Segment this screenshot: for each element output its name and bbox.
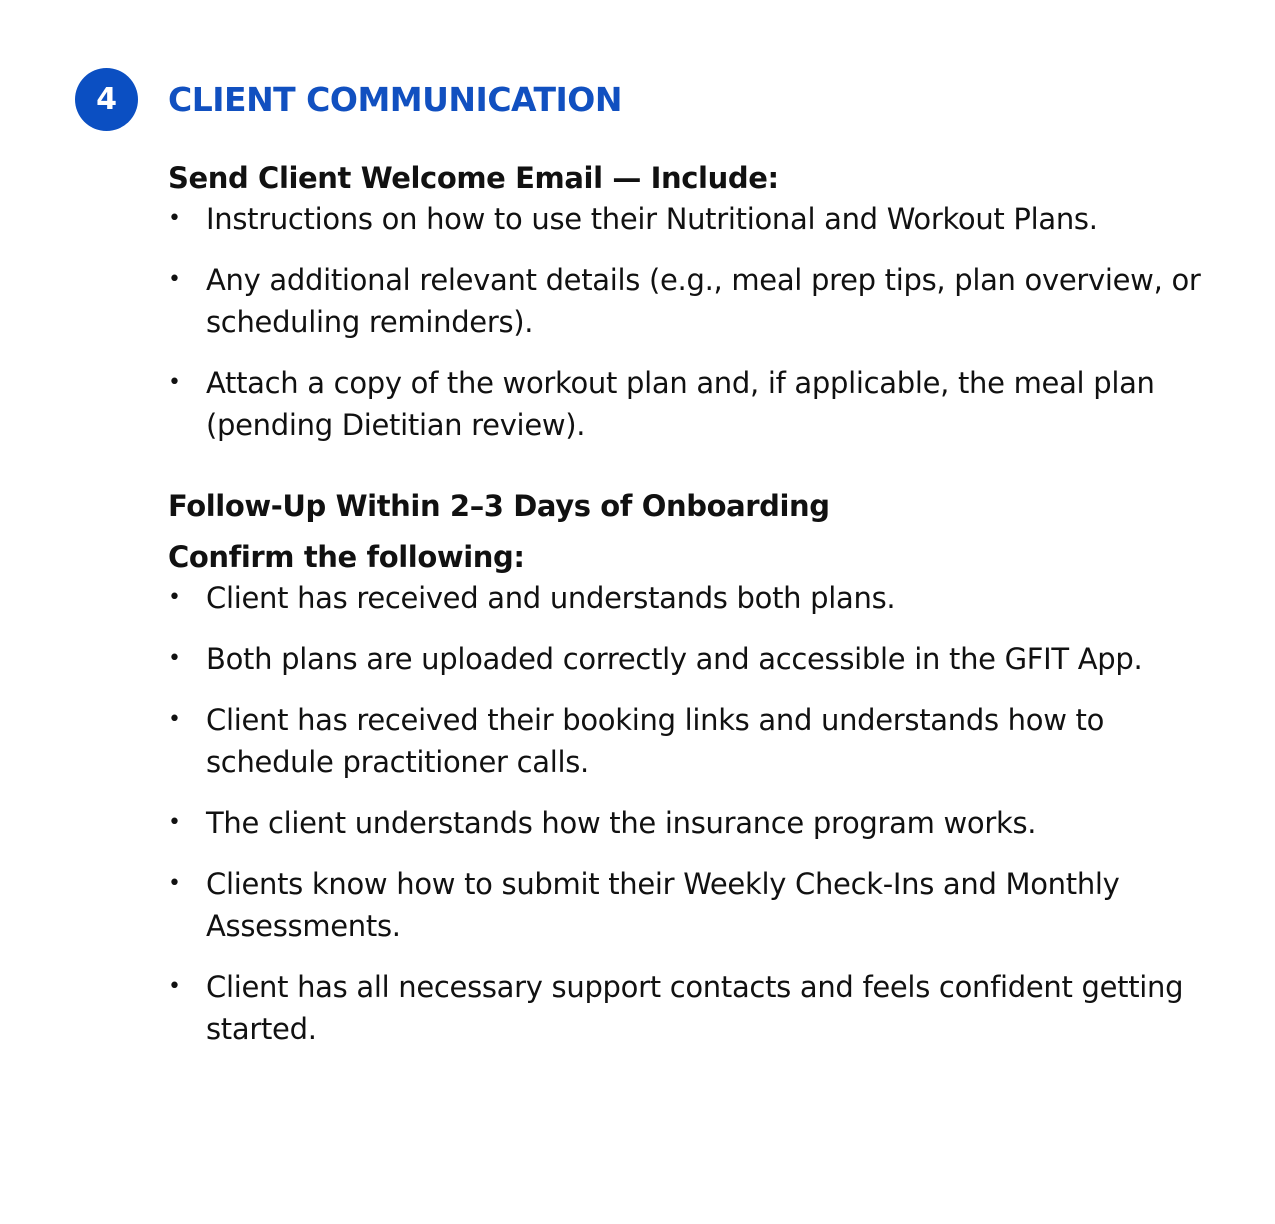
list-item: • Clients know how to submit their Weekly Check-Ins and Monthly Assessments. [168, 863, 1228, 947]
section-content [168, 158, 1228, 1069]
follow-up-heading: Follow-Up Within 2–3 Days of Onboarding [168, 489, 830, 523]
welcome-email-list [168, 198, 1228, 446]
list-item: • Attach a copy of the workout plan and, if applicable, the meal plan (pending Dietitian review). [168, 362, 1228, 446]
list-item: • Client has received their booking links and understands how to schedule practitioner calls. [168, 699, 1228, 783]
follow-up-checklist [168, 577, 1228, 1050]
list-item: • Instructions on how to use their Nutritional and Workout Plans. [168, 198, 1228, 240]
step-number-badge: 4 [75, 68, 138, 131]
welcome-email-heading: Send Client Welcome Email — Include: [168, 161, 779, 195]
list-item: • Client has received and understands both plans. [168, 577, 1228, 619]
list-item: • The client understands how the insurance program works. [168, 802, 1228, 844]
list-item: • Client has all necessary support contacts and feels confident getting started. [168, 966, 1228, 1050]
list-item: • Both plans are uploaded correctly and accessible in the GFIT App. [168, 638, 1228, 680]
confirm-heading: Confirm the following: [168, 540, 525, 574]
list-item: • Any additional relevant details (e.g., meal prep tips, plan overview, or scheduling reminders). [168, 259, 1228, 343]
section-title: CLIENT COMMUNICATION [168, 80, 622, 119]
section-header [75, 68, 622, 131]
